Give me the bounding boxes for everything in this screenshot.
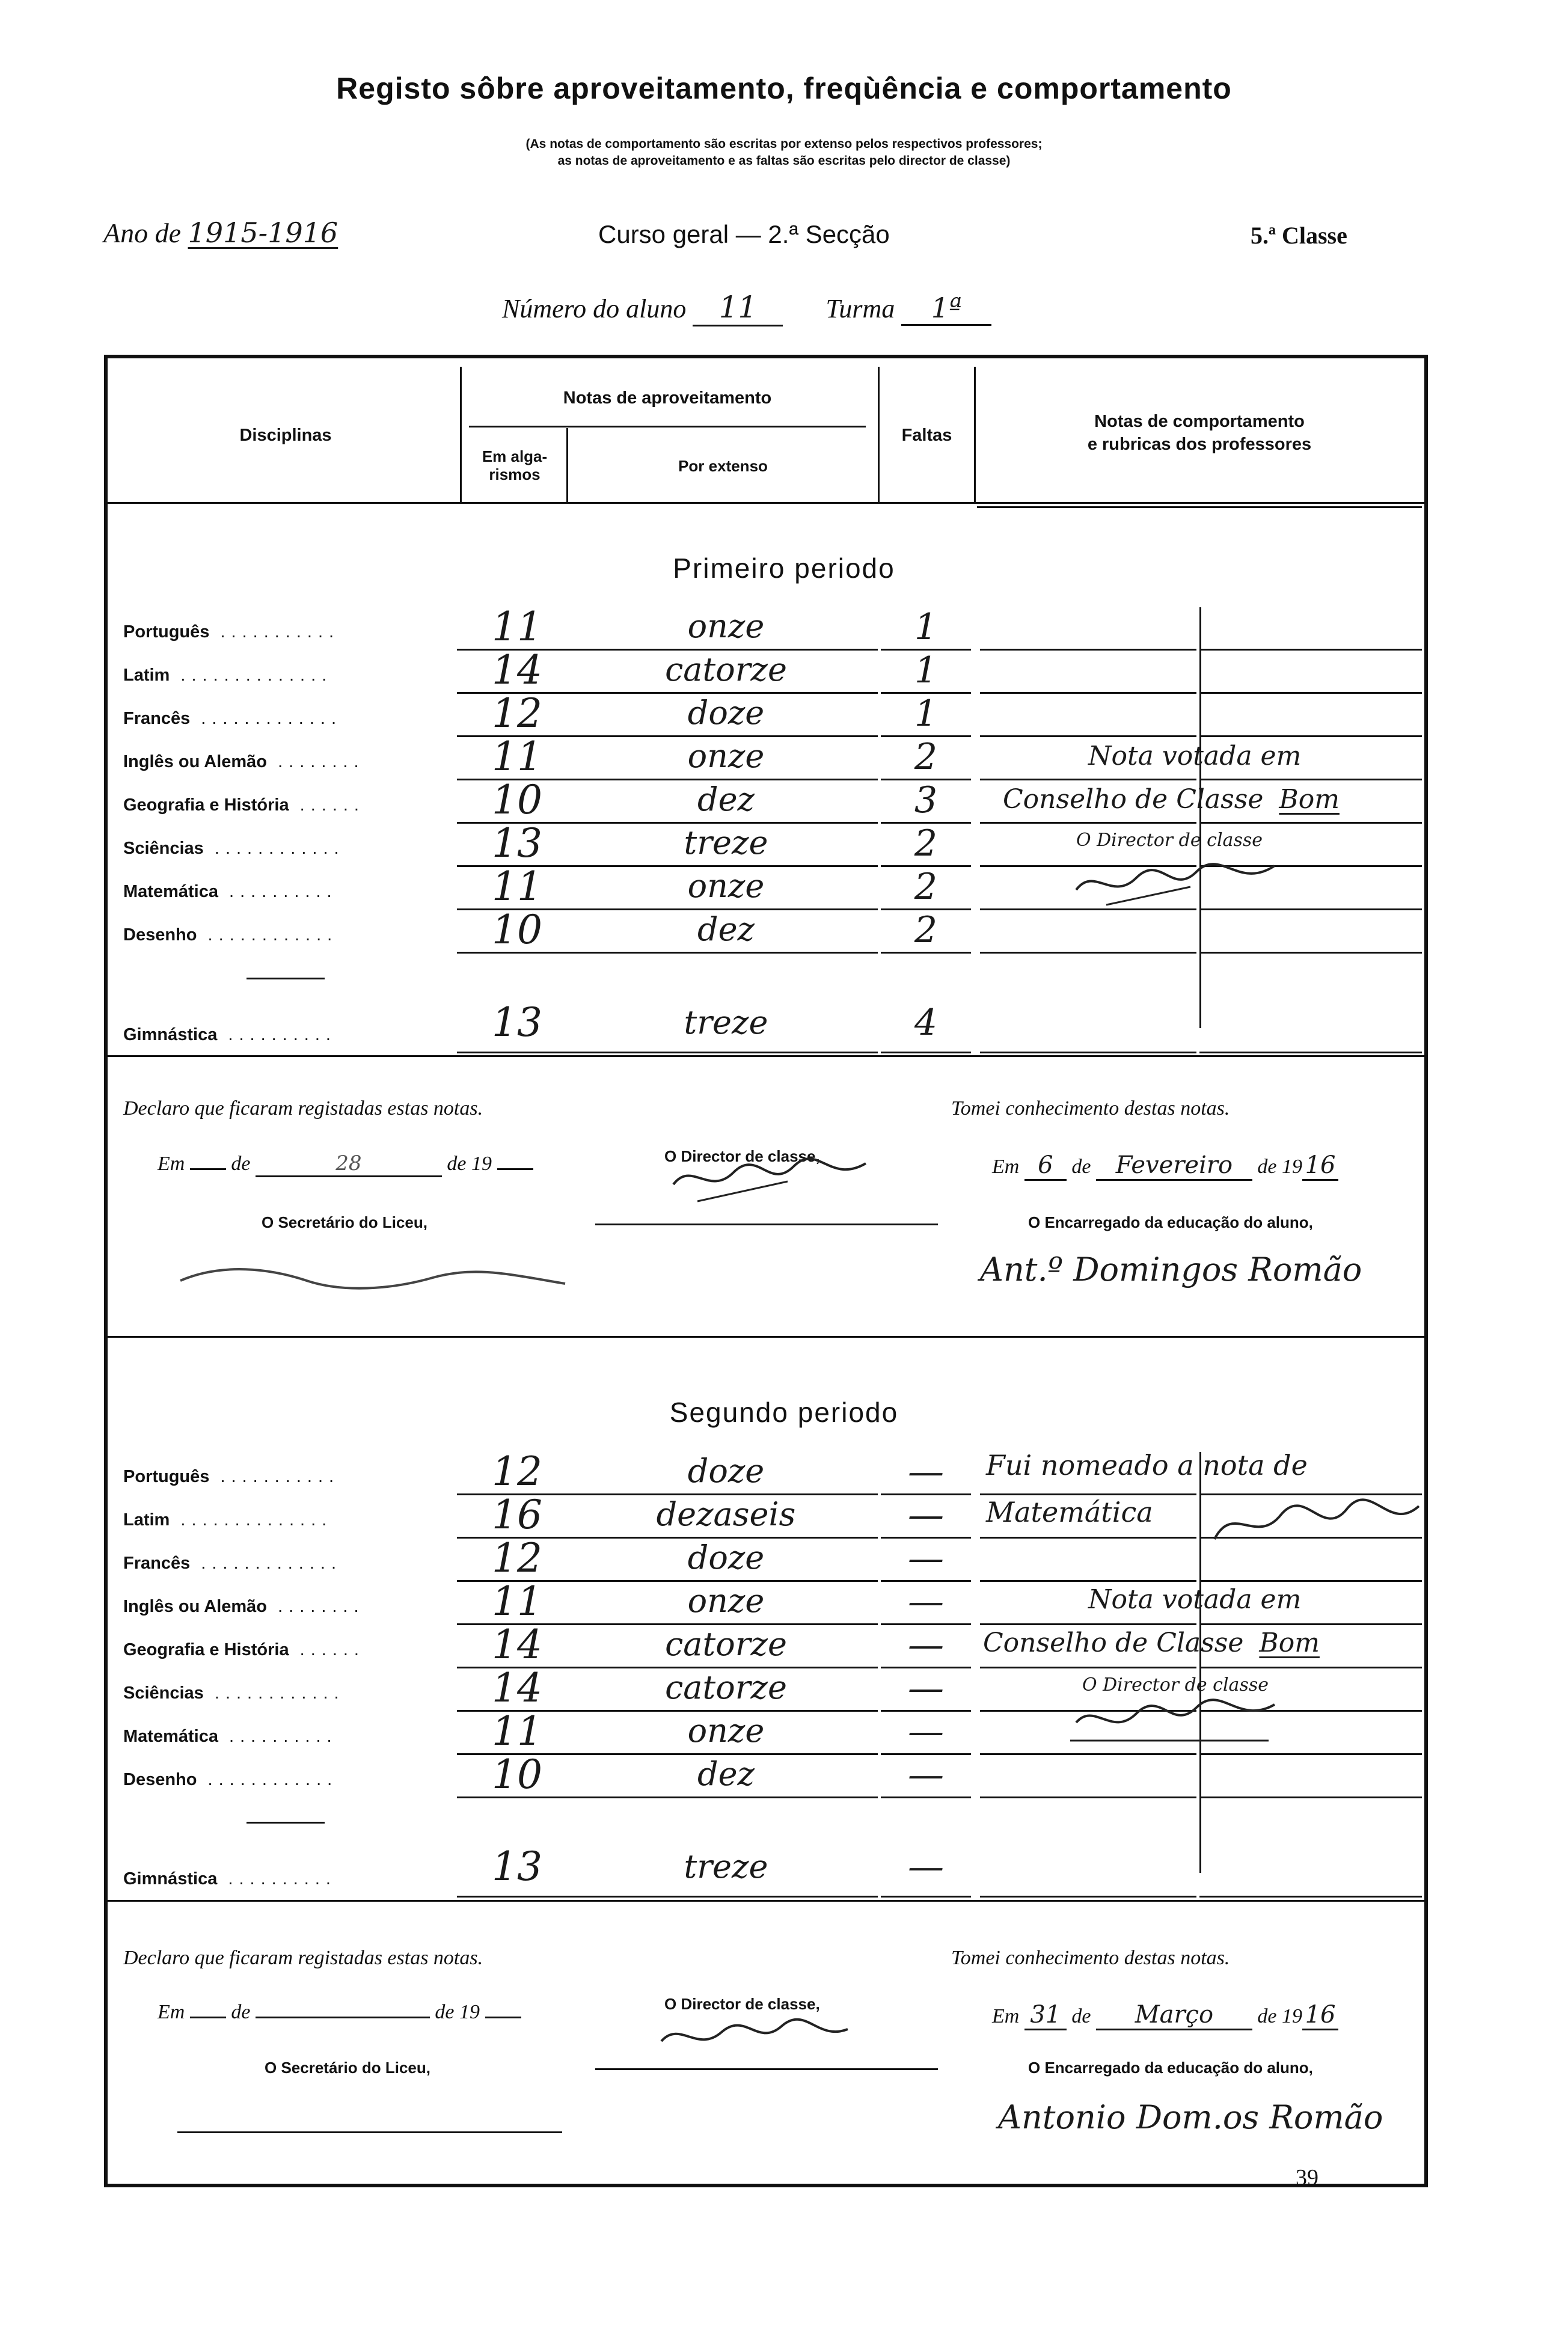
header-por-extenso: Por extenso <box>678 457 768 475</box>
remark-cell <box>1199 1755 1422 1798</box>
p2-separator-dash <box>247 1822 325 1824</box>
p2-encarregado-label: O Encarregado da educação do aluno, <box>1028 2059 1313 2077</box>
grade-words: onze <box>574 867 878 910</box>
grade-number: 14 <box>457 1625 577 1668</box>
subject-name: Geografia e História <box>123 795 289 815</box>
p1-declaro-text: Declaro que ficaram registadas estas notas. <box>123 1097 483 1120</box>
table-row: Inglês ou Alemão ........ 11 onze — <box>0 1582 1568 1625</box>
page-number: 39 <box>1296 2165 1318 2190</box>
grade-words: doze <box>574 1452 878 1495</box>
p2-date-left <box>158 2001 521 2024</box>
remark-cell <box>980 1539 1196 1582</box>
grade-words: onze <box>574 1582 878 1625</box>
subject-name: Português <box>123 1467 210 1486</box>
p1-tomei-text: Tomei conhecimento destas notas. <box>951 1097 1230 1120</box>
p2-month-value: Março <box>1096 2001 1252 2030</box>
p2-day-value: 31 <box>1024 2001 1067 2030</box>
header-comportamento-2: e rubricas dos professores <box>1087 435 1312 454</box>
absences: 3 <box>881 780 971 824</box>
grade-words: dezaseis <box>574 1495 878 1539</box>
absences: — <box>881 1840 971 1898</box>
col-divider-1 <box>460 367 462 502</box>
p2-declaro-text: Declaro que ficaram registadas estas notas. <box>123 1947 483 1969</box>
grade-words: catorze <box>574 1668 878 1712</box>
p1-director-label: O Director de classe, <box>664 1147 820 1165</box>
p2-remark-conselho <box>983 1628 1320 1658</box>
absences: 2 <box>881 867 971 910</box>
absences: — <box>881 1452 971 1495</box>
absences: 1 <box>881 694 971 737</box>
p1-de19b-label: de 19 <box>1257 1156 1303 1178</box>
p1-day-value: 6 <box>1024 1151 1067 1181</box>
p1-director-sig-icon <box>667 1154 872 1208</box>
absences: 1 <box>881 651 971 694</box>
p2-year-blank <box>485 2017 521 2018</box>
p2-month-blank <box>256 2017 430 2018</box>
grade-words: doze <box>574 694 878 737</box>
absences: — <box>881 1495 971 1539</box>
table-row: Sciências ............ 14 catorze — <box>0 1668 1568 1712</box>
p2-remark-nota-votada: Nota votada em <box>1088 1584 1302 1615</box>
grade-words: catorze <box>574 651 878 694</box>
grade-number: 12 <box>457 694 577 737</box>
remark-cell <box>980 910 1196 954</box>
turma-label: Turma <box>825 294 895 323</box>
remark-cell <box>1199 996 1422 1053</box>
header-comportamento <box>977 410 1422 456</box>
remark-cell <box>1199 694 1422 737</box>
header-em-algarismos-2: rismos <box>489 465 541 483</box>
p2-remark-top-line1: Fui nomeado a nota de <box>986 1449 1308 1481</box>
numero-aluno-label: Número do aluno <box>502 294 687 323</box>
grade-number: 11 <box>457 1582 577 1625</box>
table-header-bottom-line <box>108 502 1424 504</box>
table-row: Gimnástica .......... 13 treze — <box>0 1840 1568 1898</box>
p1-de19-label: de 19 <box>447 1153 492 1175</box>
p1-remark-conselho-text: Conselho de Classe <box>1003 784 1264 815</box>
p1-de-label: de <box>231 1153 251 1175</box>
grade-words: treze <box>574 1840 878 1898</box>
grade-words: onze <box>574 607 878 651</box>
header-comportamento-1: Notas de comportamento <box>1094 412 1305 431</box>
grade-number: 12 <box>457 1539 577 1582</box>
p2-de-label: de <box>231 2001 251 2023</box>
p1-guardian-signature: Ant.º Domingos Romão <box>980 1251 1362 1288</box>
grade-number: 11 <box>457 737 577 780</box>
p2-date-right <box>992 2001 1338 2030</box>
p2-declaration-top-line <box>108 1900 1424 1902</box>
table-row: Latim .............. 14 catorze 1 <box>0 651 1568 694</box>
p2-secretario-sig-line <box>177 2131 562 2133</box>
remark-cell <box>980 651 1196 694</box>
absences: — <box>881 1712 971 1755</box>
subject-name: Francês <box>123 1554 191 1573</box>
remark-cell <box>980 1755 1196 1798</box>
p1-day-blank <box>190 1168 226 1170</box>
ano-value: 1915-1916 <box>188 216 338 249</box>
period-2-title: Segundo periodo <box>669 1397 899 1428</box>
p1-em2-label: Em <box>992 1156 1020 1178</box>
grade-words: dez <box>574 910 878 954</box>
grade-words: catorze <box>574 1625 878 1668</box>
subject-name: Inglês ou Alemão <box>123 1597 268 1616</box>
subject-name: Português <box>123 622 210 642</box>
curso-label: Curso geral — 2.ª Secção <box>598 220 890 248</box>
header-double-line <box>977 506 1422 508</box>
header-note-line1: (As notas de comportamento são escritas por extenso pelos respectivos professores; <box>525 137 1043 151</box>
p2-em2-label: Em <box>992 2005 1020 2027</box>
subject-name: Gimnástica <box>123 1025 218 1044</box>
grade-number: 10 <box>457 780 577 824</box>
p1-secretario-sig-icon <box>174 1257 571 1305</box>
col-divider-3 <box>974 367 976 502</box>
grade-words: dez <box>574 780 878 824</box>
page-title: Registo sôbre aproveitamento, freqùência e comportamento <box>336 72 1232 105</box>
subject-name: Inglês ou Alemão <box>123 752 268 771</box>
turma-value: 1ª <box>901 292 991 326</box>
table-row: Francês ............. 12 doze 1 <box>0 694 1568 737</box>
table-row: Gimnástica .......... 13 treze 4 <box>0 996 1568 1053</box>
grade-words: treze <box>574 824 878 867</box>
remark-cell <box>1199 607 1422 651</box>
p1-separator-dash <box>247 978 325 979</box>
grade-words: doze <box>574 1539 878 1582</box>
p1-remark-director: O Director de classe <box>1076 830 1263 851</box>
remark-cell <box>1199 1840 1422 1898</box>
p1-declaration-top-line <box>108 1055 1424 1057</box>
p2-secretario-label: O Secretário do Liceu, <box>265 2059 430 2077</box>
subject-name: Sciências <box>123 1683 204 1703</box>
p1-de2-label: de <box>1071 1156 1091 1178</box>
grade-number: 13 <box>457 824 577 867</box>
subject-name: Desenho <box>123 1770 197 1789</box>
table-row: Desenho ............ 10 dez 2 <box>0 910 1568 954</box>
absences: — <box>881 1755 971 1798</box>
grade-words: onze <box>574 737 878 780</box>
p1-em-label: Em <box>158 1153 185 1175</box>
subject-name: Geografia e História <box>123 1640 289 1659</box>
absences: 1 <box>881 607 971 651</box>
header-em-algarismos-1: Em alga- <box>482 447 548 465</box>
p2-remark-director: O Director de classe <box>1082 1674 1269 1695</box>
p1-secretario-line <box>595 1224 938 1225</box>
grade-number: 13 <box>457 1840 577 1898</box>
aproveitamento-underline <box>469 426 866 427</box>
absences: — <box>881 1582 971 1625</box>
grade-words: treze <box>574 996 878 1053</box>
p1-date-left <box>158 1151 533 1177</box>
period-1-title: Primeiro periodo <box>673 553 895 584</box>
table-row: Português ........... 12 doze — <box>0 1452 1568 1495</box>
grade-number: 12 <box>457 1452 577 1495</box>
remark-cell <box>1199 651 1422 694</box>
remark-cell <box>980 607 1196 651</box>
table-row: Português ........... 11 onze 1 <box>0 607 1568 651</box>
numero-aluno-value: 11 <box>693 290 783 326</box>
table-row: Matemática .......... 11 onze 2 <box>0 867 1568 910</box>
p2-director-sig-icon <box>655 2014 854 2062</box>
grade-number: 10 <box>457 910 577 954</box>
table-row: Matemática .......... 11 onze — <box>0 1712 1568 1755</box>
grade-number: 11 <box>457 1712 577 1755</box>
header-faltas: Faltas <box>901 426 952 445</box>
p1-remark-conselho <box>1003 784 1340 815</box>
absences: — <box>881 1668 971 1712</box>
p2-tomei-text: Tomei conhecimento destas notas. <box>951 1947 1230 1969</box>
absences: 2 <box>881 824 971 867</box>
grade-number: 16 <box>457 1495 577 1539</box>
p1-year-blank <box>497 1168 533 1170</box>
subject-name: Sciências <box>123 839 204 858</box>
p2-remark-conselho-text: Conselho de Classe <box>983 1628 1244 1658</box>
p1-encarregado-label: O Encarregado da educação do aluno, <box>1028 1213 1313 1231</box>
table-row: Geografia e História ...... 14 catorze — <box>0 1625 1568 1668</box>
subject-name: Matemática <box>123 1727 218 1746</box>
grade-words: onze <box>574 1712 878 1755</box>
table-row: Sciências ............ 13 treze 2 <box>0 824 1568 867</box>
ano-label: Ano de <box>103 218 182 248</box>
classe-label: 5.ª Classe <box>1251 222 1347 249</box>
header-em-algarismos <box>463 447 566 483</box>
subject-name: Gimnástica <box>123 1869 218 1888</box>
p1-director-signature-icon <box>1070 854 1287 914</box>
grade-number: 11 <box>457 867 577 910</box>
absences: 2 <box>881 737 971 780</box>
remark-cell <box>1199 910 1422 954</box>
subject-name: Latim <box>123 666 170 685</box>
header-note-line2: as notas de aproveitamento e as faltas são escritas pelo director de classe) <box>557 154 1011 168</box>
subject-name: Francês <box>123 709 191 728</box>
p1-secretario-label: O Secretário do Liceu, <box>262 1213 427 1231</box>
absences: 2 <box>881 910 971 954</box>
p2-em-label: Em <box>158 2001 185 2023</box>
grade-number: 10 <box>457 1755 577 1798</box>
grade-number: 11 <box>457 607 577 651</box>
header-notas-aproveitamento: Notas de aproveitamento <box>563 388 772 408</box>
p1-month-blank: 28 <box>256 1151 442 1177</box>
p2-professor-signature-icon <box>1208 1491 1425 1557</box>
p2-director-signature-icon <box>1070 1692 1287 1747</box>
p2-remark-grade: Bom <box>1259 1628 1320 1658</box>
p2-director-label: O Director de classe, <box>664 1995 820 2013</box>
grade-number: 14 <box>457 1668 577 1712</box>
subject-name: Desenho <box>123 925 197 945</box>
p2-de2-label: de <box>1071 2005 1091 2027</box>
absences: 4 <box>881 996 971 1053</box>
p2-remark-top-line2: Matemática <box>986 1496 1153 1528</box>
p1-year-value: 16 <box>1302 1151 1338 1181</box>
p1-date-right <box>992 1151 1338 1181</box>
subject-name: Latim <box>123 1510 170 1530</box>
remark-cell <box>980 694 1196 737</box>
header-disciplinas: Disciplinas <box>239 426 332 445</box>
p2-day-blank <box>190 2017 226 2018</box>
ano-field <box>103 216 338 249</box>
numero-aluno-field <box>502 290 991 326</box>
table-row: Francês ............. 12 doze — <box>0 1539 1568 1582</box>
grade-number: 14 <box>457 651 577 694</box>
p1-month-value: Fevereiro <box>1096 1151 1252 1181</box>
remark-cell <box>980 996 1196 1053</box>
remark-cell <box>980 1840 1196 1898</box>
grade-words: dez <box>574 1755 878 1798</box>
p1-remark-grade: Bom <box>1279 784 1340 815</box>
table-row: Inglês ou Alemão ........ 11 onze 2 <box>0 737 1568 780</box>
p2-year-value: 16 <box>1302 2001 1338 2030</box>
absences: — <box>881 1539 971 1582</box>
table-row: Geografia e História ...... 10 dez 3 <box>0 780 1568 824</box>
p1-remark-nota-votada: Nota votada em <box>1088 741 1302 771</box>
subject-name: Matemática <box>123 882 218 901</box>
p2-de19-label: de 19 <box>435 2001 480 2023</box>
p2-de19b-label: de 19 <box>1257 2005 1303 2027</box>
absences: — <box>881 1625 971 1668</box>
table-row: Desenho ............ 10 dez — <box>0 1755 1568 1798</box>
p2-guardian-signature: Antonio Dom.os Romão <box>998 2098 1383 2136</box>
p2-secretario-line <box>595 2068 938 2070</box>
period-separator-line <box>108 1336 1424 1338</box>
grade-number: 13 <box>457 996 577 1053</box>
table-row: Latim .............. 16 dezaseis — <box>0 1495 1568 1539</box>
